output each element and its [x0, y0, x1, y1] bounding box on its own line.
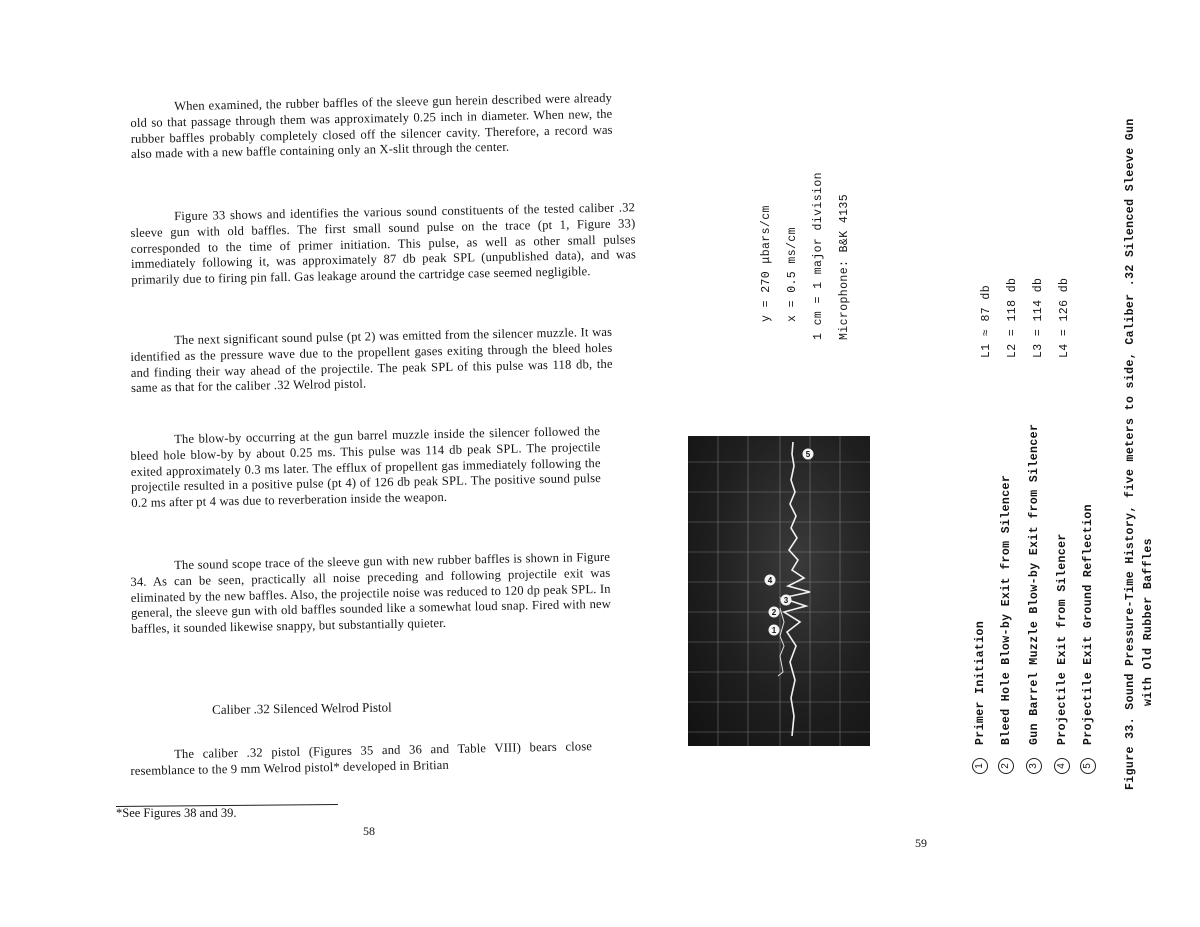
scope-marker-label-3: 3: [783, 596, 789, 605]
paragraph-text: The sound scope trace of the sleeve gun with new rubber baffles is shown in Figure 34. As can be seen, practically all noise preceding and following projectile exit was eliminated by the new baffles. Also, the projectile noise was reduced to 120 dp peak SPL. In general, the sleeve gun with old baffles sounded like a somewhat loud snap. Fired with new baffles, it sounded likewise snappy, but substantially quieter.: [130, 549, 612, 637]
scope-marker-label-2: 2: [771, 608, 777, 617]
figure-caption-line2: with Old Rubber Baffles: [1142, 538, 1155, 706]
paragraph-figure33: [130, 200, 636, 289]
scale-y: y = 270 μbars/cm: [760, 205, 773, 322]
paragraph-text: The blow-by occurring at the gun barrel muzzle inside the silencer followed the bleed hole blow-by by about 0.25 ms. This pulse was 114 db peak SPL. The projectile exited approximately 0.3 ms later. The efflux of propellent gas immediately following the projectile resulted in a positive pulse (pt 4) of 126 db peak SPL. The positive sound pulse 0.2 ms after pt 4 was due to reverberation inside the weapon.: [130, 423, 602, 511]
section-heading: Caliber .32 Silenced Welrod Pistol: [212, 699, 392, 717]
legend-marker-1: 1: [972, 758, 988, 774]
paragraph-text: When examined, the rubber baffles of the sleeve gun herein described were already old so that passage through them was approximately 0.25 inch in diameter. When new, the rubber baffles probably completely closed off the silencer cavity. Therefore, a record was also made with a new baffle containing only an X-slit through the center.: [130, 90, 613, 162]
scope-marker-label-5: 5: [805, 450, 811, 459]
page-number-right: 59: [915, 836, 927, 850]
level-l1: L1 ≈ 87 db: [980, 284, 993, 358]
legend-marker-2: 2: [998, 758, 1014, 774]
microphone: Microphone: B&K 4135: [838, 193, 851, 340]
paragraph-blowby: [130, 424, 601, 512]
oscillogram-photo: [688, 436, 870, 746]
scale-x: x = 0.5 ms/cm: [786, 227, 799, 322]
paragraph-baffles: [130, 91, 613, 163]
level-l2: L2 = 118 db: [1006, 277, 1019, 358]
scope-marker-label-1: 1: [771, 626, 777, 635]
paragraph-text: The caliber .32 pistol (Figures 35 and 36 and Table VIII) bears close resemblance to the 9 mm Welrod pistol* developed in Britian: [130, 739, 593, 778]
figure-caption-line1: Figure 33. Sound Pressure-Time History, five meters to side, Caliber .32 Silenced Sleeve Gun: [1124, 118, 1137, 790]
legend-marker-4: 4: [1054, 758, 1070, 774]
paragraph-text: The next significant sound pulse (pt 2) was emitted from the silencer muzzle. It was identified as the pressure wave due to the propellent gases exiting through the bleed holes and finding their way ahead of the projectile. The peak SPL of this pulse was 118 db, the same as that for the caliber .32 Welrod pistol.: [130, 324, 613, 396]
level-l4: L4 = 126 db: [1058, 277, 1071, 358]
legend-marker-5: 5: [1080, 758, 1096, 774]
paragraph-text: Figure 33 shows and identifies the various sound constituents of the tested caliber .32 sleeve gun with old baffles. The first small sound pulse on the trace (pt 1, Figure 33) corresponded to the time of primer initiation. This pulse, as well as other small pulses immediately following it, was approximately 87 db peak SPL (unpublished data), and was primarily due to firing pin fall. Gas leakage around the cartridge case seemed negligible.: [130, 200, 637, 288]
legend-item-2: Bleed Hole Blow-by Exit from Silencer: [1000, 474, 1013, 745]
right-page: [650, 0, 1200, 927]
oscillogram-trace: [688, 436, 870, 746]
scale-division: 1 cm = 1 major division: [812, 172, 825, 340]
level-l3: L3 = 114 db: [1032, 277, 1045, 358]
scope-marker-label-4: 4: [767, 576, 773, 585]
paragraph-pulse2: [130, 325, 613, 397]
legend-item-4: Projectile Exit from Silencer: [1056, 533, 1069, 745]
paragraph-new-baffles: [130, 550, 611, 638]
legend-item-3: Gun Barrel Muzzle Blow-by Exit from Silencer: [1028, 423, 1041, 745]
page-number-left: 58: [363, 824, 375, 838]
legend-marker-3: 3: [1026, 758, 1042, 774]
paragraph-welrod: [130, 739, 593, 779]
legend-item-1: Primer Initiation: [974, 620, 987, 745]
legend-item-5: Projectile Exit Ground Reflection: [1082, 504, 1095, 745]
footnote: *See Figures 38 and 39.: [116, 806, 237, 820]
